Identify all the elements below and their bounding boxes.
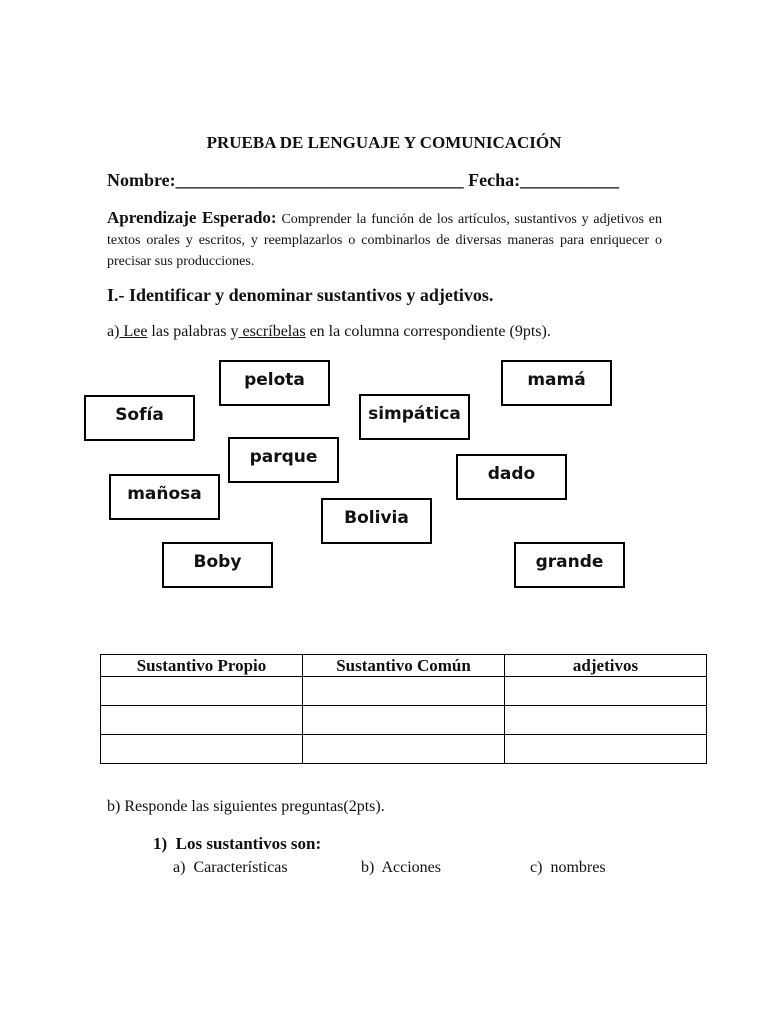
option-c[interactable] [530, 859, 606, 877]
word-box-parque: parque [228, 437, 339, 483]
answer-cell[interactable] [303, 735, 505, 764]
instruction-a-mid: las palabras y [147, 323, 239, 340]
table-row [101, 735, 707, 764]
header-adjetivos: adjetivos [505, 655, 707, 677]
nombre-label: Nombre: [107, 170, 176, 190]
table-row [101, 677, 707, 706]
fecha-blank: ___________ [520, 170, 620, 190]
instruction-a [107, 323, 551, 341]
word-box-boby: Boby [162, 542, 273, 588]
question-1-text: Los sustantivos son: [175, 834, 322, 853]
answer-cell[interactable] [303, 677, 505, 706]
word-box-pelota: pelota [219, 360, 330, 406]
instruction-a-escribelas: escríbelas [238, 323, 306, 340]
header-sustantivo-comun: Sustantivo Común [303, 655, 505, 677]
fecha-label: Fecha: [468, 170, 521, 190]
option-a[interactable] [173, 859, 288, 877]
answer-cell[interactable] [101, 706, 303, 735]
answer-cell[interactable] [505, 706, 707, 735]
instruction-b: b) Responde las siguientes preguntas(2pts). [107, 798, 385, 815]
option-a-text: Características [193, 859, 288, 876]
header-sustantivo-propio: Sustantivo Propio [101, 655, 303, 677]
nombre-blank: ________________________________ [175, 170, 464, 190]
answer-cell[interactable] [505, 735, 707, 764]
word-box-manosa: mañosa [109, 474, 220, 520]
table-header-row [101, 655, 707, 677]
instruction-a-prefix: a) [107, 323, 120, 340]
option-c-letter: c) [530, 859, 543, 876]
name-date-line [107, 170, 619, 191]
word-box-mama: mamá [501, 360, 612, 406]
option-b-text: Acciones [381, 859, 441, 876]
word-box-grande: grande [514, 542, 625, 588]
word-box-dado: dado [456, 454, 567, 500]
word-box-bolivia: Bolivia [321, 498, 432, 544]
learning-objective [107, 207, 662, 272]
option-b[interactable] [361, 859, 441, 877]
answer-cell[interactable] [101, 735, 303, 764]
answer-cell[interactable] [101, 677, 303, 706]
learning-objective-label: Aprendizaje Esperado: [107, 208, 277, 227]
option-a-letter: a) [173, 859, 186, 876]
option-b-letter: b) [361, 859, 375, 876]
instruction-a-suffix: en la columna correspondiente (9pts). [305, 323, 551, 340]
table-row [101, 706, 707, 735]
answer-cell[interactable] [505, 677, 707, 706]
option-c-text: nombres [550, 859, 606, 876]
learning-objective-text: Comprender la función de los artículos, sustantivos y adjetivos en textos orales y escritos, y reemplazarlos o combinarlos de diversas maneras para enriquecer o precisar sus producciones. [107, 212, 663, 269]
word-box-simpatica: simpática [359, 394, 470, 440]
instruction-a-lee: Lee [119, 323, 148, 340]
classification-table [100, 654, 707, 764]
section-title: I.- Identificar y denominar sustantivos y adjetivos. [107, 285, 494, 305]
question-1 [153, 834, 321, 854]
question-1-number: 1) [153, 834, 168, 853]
page-title: PRUEBA DE LENGUAJE Y COMUNICACIÓN [206, 133, 562, 152]
word-box-sofia: Sofía [84, 395, 195, 441]
answer-cell[interactable] [303, 706, 505, 735]
